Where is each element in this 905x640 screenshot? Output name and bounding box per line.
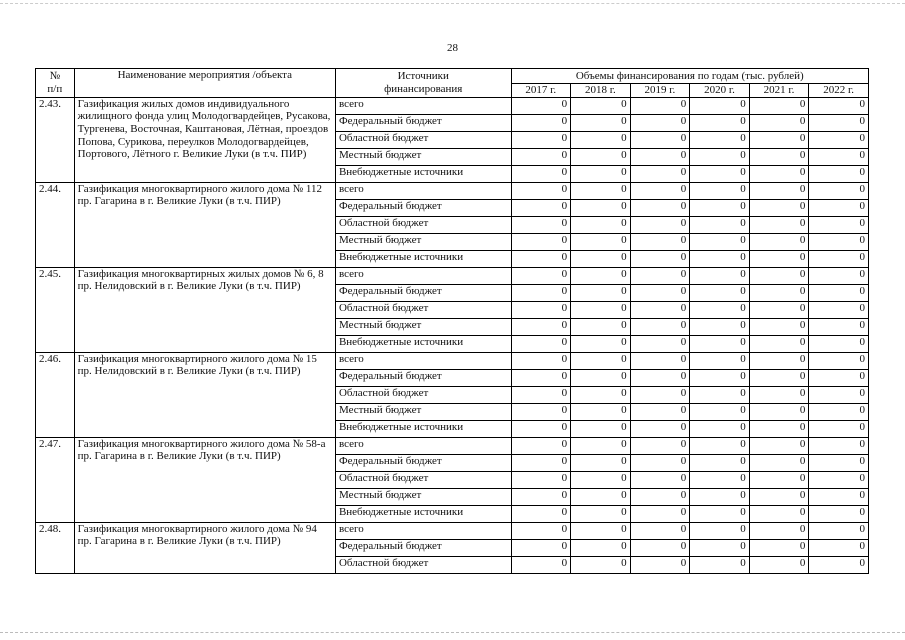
funding-value: 0 [630, 97, 690, 114]
funding-value: 0 [630, 216, 690, 233]
funding-value: 0 [511, 488, 571, 505]
item-number: 2.46. [36, 352, 75, 437]
header-num: № п/п [36, 69, 75, 98]
funding-value: 0 [571, 386, 631, 403]
header-funding: Объемы финансирования по годам (тыс. рублей) [511, 69, 868, 84]
funding-value: 0 [690, 97, 750, 114]
funding-source: Местный бюджет [335, 488, 511, 505]
funding-value: 0 [690, 165, 750, 182]
funding-value: 0 [571, 233, 631, 250]
item-number: 2.45. [36, 267, 75, 352]
funding-value: 0 [511, 165, 571, 182]
funding-value: 0 [571, 267, 631, 284]
funding-value: 0 [511, 250, 571, 267]
funding-value: 0 [511, 182, 571, 199]
funding-value: 0 [630, 471, 690, 488]
funding-value: 0 [511, 335, 571, 352]
funding-value: 0 [571, 216, 631, 233]
funding-value: 0 [511, 437, 571, 454]
funding-value: 0 [809, 250, 869, 267]
funding-source: Областной бюджет [335, 301, 511, 318]
funding-value: 0 [749, 386, 809, 403]
funding-value: 0 [571, 114, 631, 131]
funding-value: 0 [571, 148, 631, 165]
funding-value: 0 [749, 352, 809, 369]
funding-value: 0 [749, 114, 809, 131]
funding-value: 0 [690, 454, 750, 471]
item-name: Газификация жилых домов индивидуального жилищного фонда улиц Молодогвардейцев, Русакова, Тургенева, Восточная, Каштановая, Лётная, проездов Попова, Сурикова, переулков Молодогвардейцев, Портового, Лётного г. Великие Луки (в т.ч. ПИР) [74, 97, 335, 182]
funding-value: 0 [749, 131, 809, 148]
funding-value: 0 [809, 199, 869, 216]
funding-source: всего [335, 97, 511, 114]
funding-value: 0 [809, 301, 869, 318]
funding-value: 0 [690, 539, 750, 556]
header-year: 2020 г. [690, 84, 750, 98]
funding-value: 0 [690, 420, 750, 437]
funding-value: 0 [809, 556, 869, 573]
funding-source: Федеральный бюджет [335, 454, 511, 471]
funding-value: 0 [690, 352, 750, 369]
item-name: Газификация многоквартирного жилого дома № 94 пр. Гагарина в г. Великие Луки (в т.ч. ПИР) [74, 522, 335, 573]
funding-source: Местный бюджет [335, 233, 511, 250]
funding-value: 0 [630, 539, 690, 556]
funding-value: 0 [809, 335, 869, 352]
table-row [36, 437, 869, 454]
funding-value: 0 [749, 437, 809, 454]
funding-value: 0 [809, 284, 869, 301]
table-row [36, 182, 869, 199]
funding-value: 0 [630, 505, 690, 522]
funding-value: 0 [749, 165, 809, 182]
funding-value: 0 [690, 114, 750, 131]
funding-source: Внебюджетные источники [335, 505, 511, 522]
funding-value: 0 [690, 216, 750, 233]
funding-value: 0 [630, 182, 690, 199]
funding-value: 0 [749, 403, 809, 420]
table-row [36, 352, 869, 369]
funding-value: 0 [571, 165, 631, 182]
funding-value: 0 [809, 131, 869, 148]
funding-value: 0 [809, 403, 869, 420]
funding-value: 0 [630, 131, 690, 148]
funding-value: 0 [749, 471, 809, 488]
funding-value: 0 [571, 420, 631, 437]
funding-value: 0 [571, 301, 631, 318]
funding-value: 0 [511, 454, 571, 471]
table-body [36, 97, 869, 573]
funding-value: 0 [511, 539, 571, 556]
funding-value: 0 [511, 369, 571, 386]
funding-value: 0 [630, 454, 690, 471]
funding-value: 0 [809, 165, 869, 182]
funding-value: 0 [571, 199, 631, 216]
funding-value: 0 [511, 403, 571, 420]
funding-value: 0 [690, 386, 750, 403]
funding-value: 0 [571, 522, 631, 539]
funding-value: 0 [630, 488, 690, 505]
funding-value: 0 [571, 437, 631, 454]
funding-source: всего [335, 182, 511, 199]
header-year: 2021 г. [749, 84, 809, 98]
funding-value: 0 [571, 318, 631, 335]
table-row [36, 97, 869, 114]
scan-edge-top [0, 3, 905, 4]
item-number: 2.47. [36, 437, 75, 522]
funding-value: 0 [571, 556, 631, 573]
funding-value: 0 [690, 522, 750, 539]
funding-value: 0 [630, 335, 690, 352]
funding-value: 0 [630, 165, 690, 182]
funding-value: 0 [690, 335, 750, 352]
funding-value: 0 [809, 420, 869, 437]
funding-source: Внебюджетные источники [335, 335, 511, 352]
funding-source: Внебюджетные источники [335, 165, 511, 182]
funding-value: 0 [511, 148, 571, 165]
funding-value: 0 [690, 471, 750, 488]
funding-value: 0 [749, 505, 809, 522]
funding-value: 0 [630, 369, 690, 386]
funding-value: 0 [749, 250, 809, 267]
funding-value: 0 [511, 97, 571, 114]
funding-source: Федеральный бюджет [335, 369, 511, 386]
header-year: 2017 г. [511, 84, 571, 98]
funding-value: 0 [690, 556, 750, 573]
funding-source: Федеральный бюджет [335, 539, 511, 556]
funding-source: Местный бюджет [335, 318, 511, 335]
funding-value: 0 [749, 369, 809, 386]
funding-source: Областной бюджет [335, 556, 511, 573]
funding-source: Федеральный бюджет [335, 284, 511, 301]
funding-value: 0 [749, 267, 809, 284]
funding-value: 0 [630, 437, 690, 454]
table-row [36, 267, 869, 284]
funding-value: 0 [630, 318, 690, 335]
funding-value: 0 [690, 233, 750, 250]
funding-value: 0 [630, 267, 690, 284]
funding-value: 0 [749, 335, 809, 352]
funding-value: 0 [511, 233, 571, 250]
funding-value: 0 [749, 233, 809, 250]
funding-value: 0 [749, 301, 809, 318]
funding-value: 0 [749, 539, 809, 556]
funding-source: Областной бюджет [335, 471, 511, 488]
funding-value: 0 [690, 148, 750, 165]
funding-value: 0 [809, 522, 869, 539]
funding-source: Внебюджетные источники [335, 250, 511, 267]
funding-value: 0 [809, 148, 869, 165]
funding-value: 0 [690, 250, 750, 267]
funding-value: 0 [749, 284, 809, 301]
funding-value: 0 [571, 352, 631, 369]
funding-value: 0 [630, 114, 690, 131]
funding-value: 0 [630, 352, 690, 369]
item-name: Газификация многоквартирного жилого дома № 112 пр. Гагарина в г. Великие Луки (в т.ч. ПИР) [74, 182, 335, 267]
funding-value: 0 [511, 267, 571, 284]
funding-value: 0 [749, 488, 809, 505]
funding-source: всего [335, 352, 511, 369]
item-name: Газификация многоквартирного жилого дома № 15 пр. Нелидовский в г. Великие Луки (в т.ч. ПИР) [74, 352, 335, 437]
funding-table [35, 68, 869, 574]
funding-value: 0 [511, 352, 571, 369]
funding-value: 0 [690, 131, 750, 148]
funding-value: 0 [571, 284, 631, 301]
funding-value: 0 [571, 505, 631, 522]
funding-value: 0 [809, 505, 869, 522]
funding-value: 0 [511, 556, 571, 573]
funding-value: 0 [511, 471, 571, 488]
funding-value: 0 [690, 199, 750, 216]
funding-value: 0 [809, 539, 869, 556]
funding-value: 0 [809, 488, 869, 505]
funding-value: 0 [630, 403, 690, 420]
funding-value: 0 [511, 284, 571, 301]
funding-value: 0 [809, 182, 869, 199]
funding-source: Местный бюджет [335, 148, 511, 165]
funding-source: всего [335, 437, 511, 454]
funding-value: 0 [571, 335, 631, 352]
header-name: Наименование мероприятия /объекта [74, 69, 335, 98]
funding-value: 0 [690, 369, 750, 386]
funding-source: всего [335, 267, 511, 284]
funding-value: 0 [511, 199, 571, 216]
funding-value: 0 [630, 420, 690, 437]
page-number: 28 [447, 42, 458, 54]
funding-value: 0 [571, 131, 631, 148]
funding-value: 0 [571, 97, 631, 114]
funding-value: 0 [511, 114, 571, 131]
funding-value: 0 [630, 556, 690, 573]
funding-value: 0 [690, 505, 750, 522]
funding-source: Местный бюджет [335, 403, 511, 420]
funding-value: 0 [690, 284, 750, 301]
funding-value: 0 [511, 522, 571, 539]
funding-value: 0 [630, 522, 690, 539]
item-number: 2.48. [36, 522, 75, 573]
funding-source: всего [335, 522, 511, 539]
funding-value: 0 [809, 471, 869, 488]
header-year: 2022 г. [809, 84, 869, 98]
funding-value: 0 [511, 420, 571, 437]
header-year: 2019 г. [630, 84, 690, 98]
funding-value: 0 [809, 267, 869, 284]
funding-value: 0 [630, 301, 690, 318]
table-row [36, 522, 869, 539]
funding-value: 0 [809, 454, 869, 471]
funding-value: 0 [749, 216, 809, 233]
funding-value: 0 [571, 369, 631, 386]
funding-value: 0 [809, 437, 869, 454]
funding-value: 0 [630, 250, 690, 267]
funding-value: 0 [630, 386, 690, 403]
funding-value: 0 [571, 539, 631, 556]
funding-value: 0 [809, 114, 869, 131]
funding-value: 0 [749, 454, 809, 471]
funding-value: 0 [571, 403, 631, 420]
funding-value: 0 [809, 352, 869, 369]
scan-edge-bottom [0, 632, 905, 633]
funding-value: 0 [690, 267, 750, 284]
funding-value: 0 [809, 233, 869, 250]
item-name: Газификация многоквартирного жилого дома № 58-а пр. Гагарина в г. Великие Луки (в т.ч. ПИР) [74, 437, 335, 522]
funding-value: 0 [749, 556, 809, 573]
funding-value: 0 [511, 131, 571, 148]
funding-value: 0 [809, 318, 869, 335]
funding-value: 0 [630, 284, 690, 301]
funding-source: Внебюджетные источники [335, 420, 511, 437]
funding-value: 0 [749, 148, 809, 165]
funding-value: 0 [571, 471, 631, 488]
funding-source: Федеральный бюджет [335, 199, 511, 216]
funding-source: Областной бюджет [335, 386, 511, 403]
funding-value: 0 [749, 182, 809, 199]
funding-value: 0 [571, 488, 631, 505]
funding-value: 0 [630, 233, 690, 250]
funding-value: 0 [690, 182, 750, 199]
header-year: 2018 г. [571, 84, 631, 98]
funding-value: 0 [749, 420, 809, 437]
header-source: Источники финансирования [335, 69, 511, 98]
funding-value: 0 [511, 318, 571, 335]
funding-value: 0 [511, 386, 571, 403]
funding-value: 0 [511, 301, 571, 318]
funding-value: 0 [511, 216, 571, 233]
funding-value: 0 [809, 386, 869, 403]
funding-value: 0 [749, 522, 809, 539]
funding-value: 0 [690, 318, 750, 335]
funding-value: 0 [630, 199, 690, 216]
funding-value: 0 [809, 369, 869, 386]
funding-value: 0 [630, 148, 690, 165]
funding-source: Федеральный бюджет [335, 114, 511, 131]
funding-source: Областной бюджет [335, 216, 511, 233]
funding-value: 0 [690, 488, 750, 505]
funding-value: 0 [749, 318, 809, 335]
funding-value: 0 [690, 437, 750, 454]
item-number: 2.43. [36, 97, 75, 182]
funding-value: 0 [809, 216, 869, 233]
funding-value: 0 [571, 250, 631, 267]
funding-value: 0 [749, 97, 809, 114]
funding-value: 0 [571, 454, 631, 471]
funding-value: 0 [749, 199, 809, 216]
item-name: Газификация многоквартирных жилых домов № 6, 8 пр. Нелидовский в г. Великие Луки (в т.ч. ПИР) [74, 267, 335, 352]
funding-value: 0 [511, 505, 571, 522]
funding-source: Областной бюджет [335, 131, 511, 148]
funding-value: 0 [571, 182, 631, 199]
funding-value: 0 [690, 403, 750, 420]
funding-value: 0 [809, 97, 869, 114]
funding-value: 0 [690, 301, 750, 318]
item-number: 2.44. [36, 182, 75, 267]
